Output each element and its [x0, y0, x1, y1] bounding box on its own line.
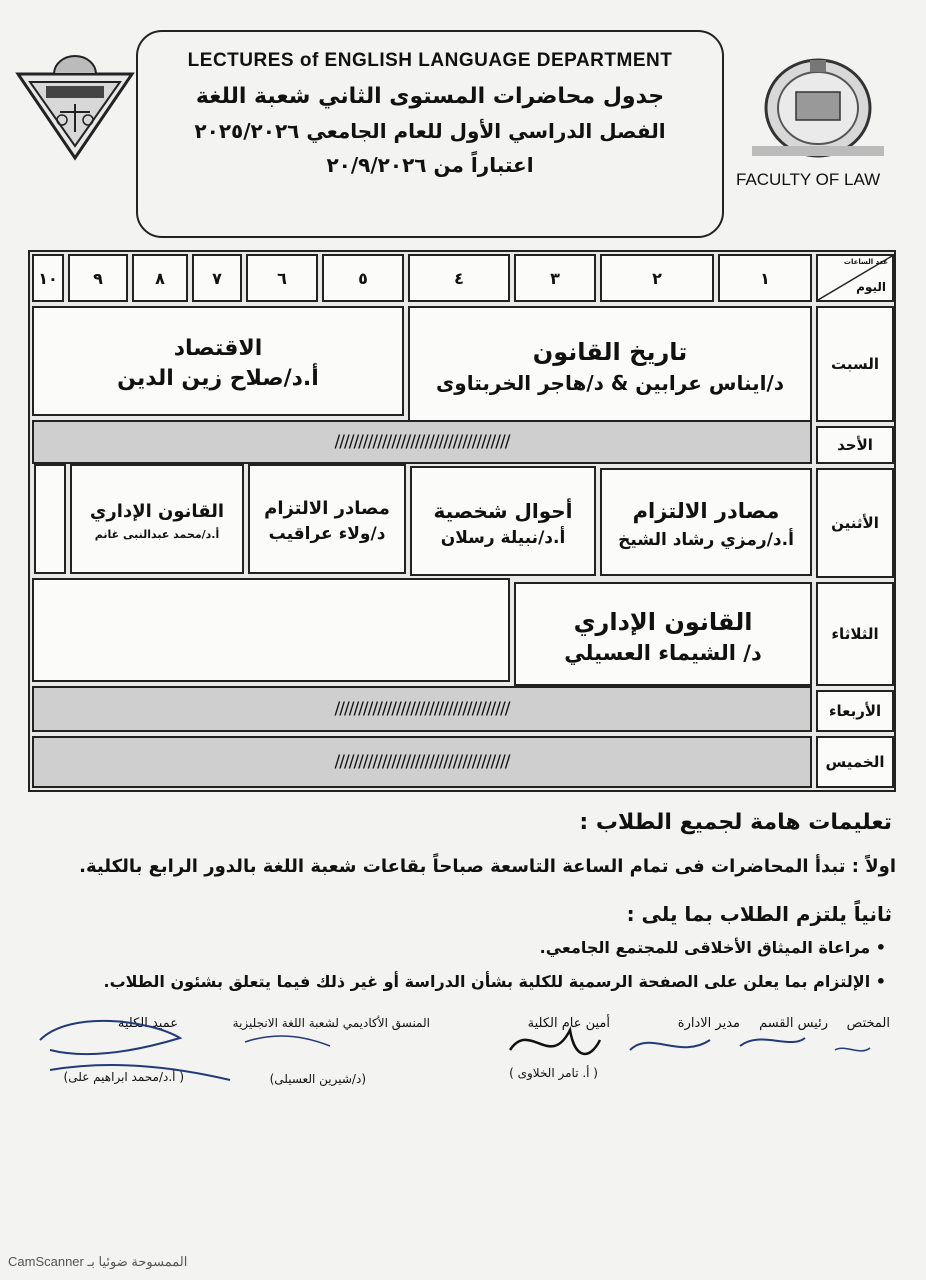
sig-secretary-name: ( أ. تامر الخلاوى ) [509, 1066, 598, 1080]
sig-admin-director: مدير الادارة [677, 1016, 740, 1031]
semester-line: الفصل الدراسي الأول للعام الجامعي ٢٠٢٥/٢٠٢٦ [194, 119, 666, 143]
period-9: ٩ [68, 254, 128, 302]
teacher: د/ايناس عرابين & د/هاجر الخربتاوى [435, 371, 785, 396]
tuesday-empty [32, 578, 510, 682]
title-arabic: جدول محاضرات المستوى الثاني شعبة اللغة [195, 84, 665, 109]
tuesday-session-1 [514, 582, 812, 686]
sig-dean: عميد الكلية [117, 1016, 178, 1031]
instruction-bullet-1: • مراعاة الميثاق الأخلاقى للمجتمع الجامعي. [539, 938, 886, 957]
period-4: ٤ [408, 254, 510, 302]
subject: مصادر الالتزام [632, 499, 780, 524]
day-wednesday: الأربعاء [816, 690, 894, 732]
subject: أحوال شخصية [433, 499, 573, 523]
sig-academic-coordinator: المنسق الأكاديمي لشعبة اللغة الانجليزية [232, 1016, 430, 1030]
monday-session-2 [410, 466, 596, 576]
monday-session-3 [248, 464, 406, 574]
subject: مصادر الالتزام [264, 497, 390, 519]
saturday-session-2 [32, 306, 404, 416]
day-thursday: الخميس [816, 736, 894, 788]
bullet-2-text: الإلتزام بما يعلن على الصفحة الرسمية للكلية بشأن الدراسة أو غير ذلك فيما يتعلق بشئون الطلاب. [103, 972, 871, 991]
day-tuesday: الثلاثاء [816, 582, 894, 686]
teacher: د/ولاء عراقيب [268, 524, 386, 545]
university-seal-right [748, 48, 888, 162]
period-6: ٦ [246, 254, 318, 302]
period-3: ٣ [514, 254, 596, 302]
effective-date: اعتباراً من ٢٠/٩/٢٠٢٦ [326, 153, 534, 177]
subject: القانون الإداري [573, 607, 753, 636]
faculty-law-logo-left [14, 52, 136, 164]
teacher: أ.د/محمد عبدالنبى غانم [94, 527, 220, 541]
sig-dean-name: ( أ.د/محمد ابراهيم على) [63, 1070, 184, 1084]
teacher: أ.د/نبيلة رسلان [440, 528, 566, 548]
title-english: LECTURES of ENGLISH LANGUAGE DEPARTMENT [187, 50, 673, 71]
hours-label: عدد الساعات [843, 258, 888, 266]
period-1: ١ [718, 254, 812, 302]
subject: الاقتصاد [173, 335, 263, 361]
period-10: ١٠ [32, 254, 64, 302]
teacher: أ.د/صلاح زين الدين [117, 366, 319, 392]
subject: تاريخ القانون [532, 337, 688, 366]
monday-session-1 [600, 468, 812, 576]
thursday-no-lectures: ///////////////////////////////////// [32, 736, 812, 788]
day-saturday: السبت [816, 306, 894, 422]
subject: القانون الإداري [89, 501, 225, 523]
sig-dept-head: رئيس القسم [759, 1016, 828, 1031]
period-2: ٢ [600, 254, 714, 302]
period-8: ٨ [132, 254, 188, 302]
faculty-label: FACULTY OF LAW [736, 170, 881, 189]
bullet-1-text: مراعاة الميثاق الأخلاقى للمجتمع الجامعي. [539, 938, 871, 957]
handwritten-signatures [30, 1010, 890, 1120]
teacher: أ.د/رمزي رشاد الشيخ [618, 529, 794, 550]
header-box [136, 30, 724, 238]
day-monday: الأثنين [816, 468, 894, 578]
sig-specialist: المختص [846, 1016, 890, 1031]
instructions-heading: تعليمات هامة لجميع الطلاب : [579, 810, 892, 835]
wednesday-no-lectures: ///////////////////////////////////// [32, 686, 812, 732]
scanner-footer: CamScanner الممسوحة ضوئيا بـ [8, 1254, 188, 1269]
day-label: اليوم [856, 280, 886, 294]
sig-coordinator-name: (د/شيرين العسيلى) [269, 1072, 366, 1086]
monday-empty [34, 464, 66, 574]
period-5: ٥ [322, 254, 404, 302]
instructions-second-heading: ثانياً يلتزم الطلاب بما يلى : [626, 902, 892, 926]
teacher: د/ الشيماء العسيلي [564, 641, 762, 666]
instruction-first: اولاً : تبدأ المحاضرات فى تمام الساعة التاسعة صباحاً بقاعات شعبة اللغة بالدور الرابع بالكلية. [79, 856, 896, 877]
sig-secretary-general: أمين عام الكلية [527, 1016, 610, 1031]
monday-session-4 [70, 464, 244, 574]
period-7: ٧ [192, 254, 242, 302]
sunday-no-lectures: ///////////////////////////////////// [32, 420, 812, 464]
corner-cell [816, 254, 894, 302]
saturday-session-1 [408, 306, 812, 422]
day-sunday: الأحد [816, 426, 894, 464]
instruction-bullet-2: • الإلتزام بما يعلن على الصفحة الرسمية للكلية بشأن الدراسة أو غير ذلك فيما يتعلق بشئون الطلاب. [103, 972, 886, 991]
